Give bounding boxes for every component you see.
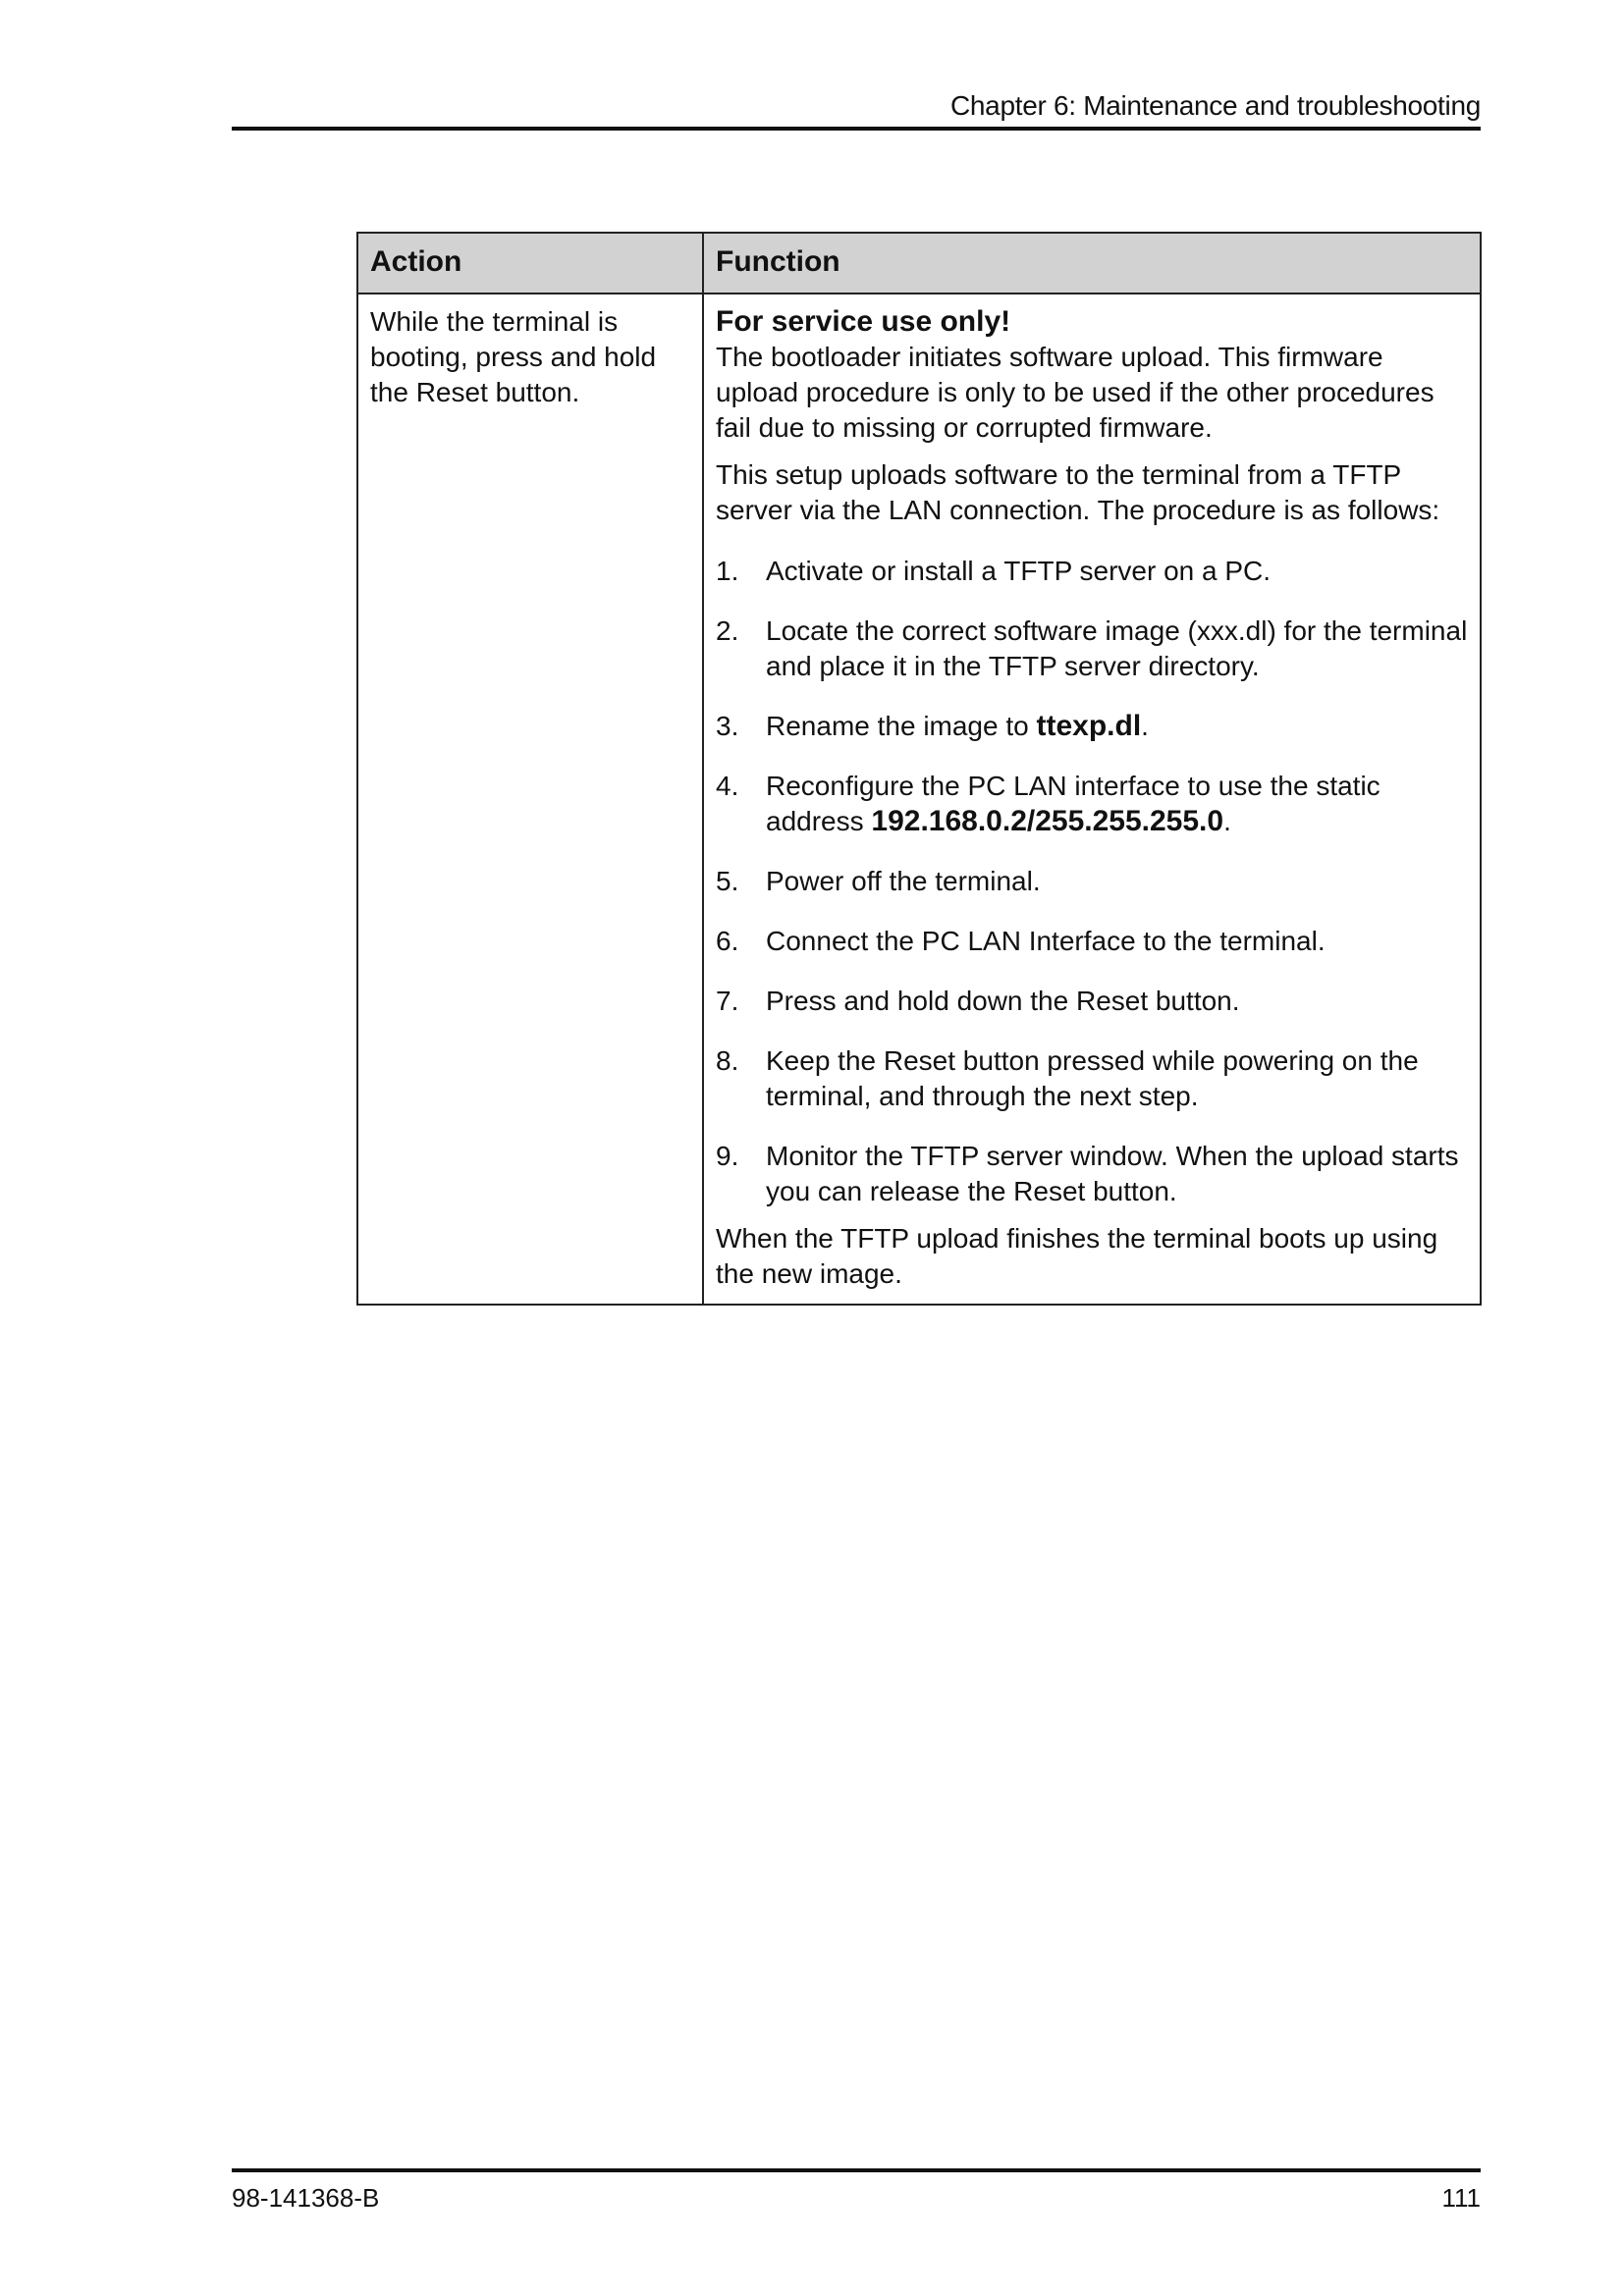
header-function: Function — [703, 233, 1481, 294]
page-number: 111 — [1441, 2183, 1481, 2213]
action-cell: While the terminal is booting, press and hold the Reset button. — [357, 294, 703, 1305]
step-number: 6. — [716, 926, 739, 956]
step-text-post: . — [1141, 711, 1149, 741]
step-item — [716, 554, 1468, 589]
step-item — [716, 984, 1468, 1019]
step-item — [716, 924, 1468, 959]
footer-rule — [232, 2168, 1481, 2172]
closing-paragraph: When the TFTP upload finishes the terminal boots up using the new image. — [716, 1223, 1438, 1289]
steps-list — [716, 554, 1468, 1209]
step-text: Press and hold down the Reset button. — [766, 986, 1240, 1016]
step-text: Keep the Reset button pressed while powering on the terminal, and through the next step. — [766, 1045, 1419, 1111]
step-number: 3. — [716, 711, 739, 741]
step-item — [716, 769, 1468, 839]
step-number: 2. — [716, 615, 739, 646]
step-text-pre: Rename the image to — [766, 711, 1037, 741]
step-item — [716, 709, 1468, 744]
procedure-table — [356, 232, 1482, 1306]
step-number: 1. — [716, 556, 739, 586]
step-number: 5. — [716, 866, 739, 896]
step-text-post: . — [1223, 806, 1231, 836]
function-cell — [703, 294, 1481, 1305]
step-text — [766, 709, 1468, 744]
step-item — [716, 614, 1468, 684]
step-text: Monitor the TFTP server window. When the upload starts you can release the Reset button. — [766, 1141, 1459, 1206]
step-number: 9. — [716, 1141, 739, 1171]
header-rule — [232, 127, 1481, 131]
intro-paragraph: The bootloader initiates software upload. This firmware upload procedure is only to be used if the other procedures fail due to missing or corrupted firmware. — [716, 342, 1435, 443]
table-header-row — [357, 233, 1481, 294]
document-number: 98-141368-B — [232, 2183, 380, 2213]
step-number: 8. — [716, 1045, 739, 1076]
service-title: For service use only! — [716, 305, 1011, 338]
step-text: Activate or install a TFTP server on a PC. — [766, 556, 1272, 586]
setup-paragraph: This setup uploads software to the terminal from a TFTP server via the LAN connection. The procedure is as follows: — [716, 459, 1440, 525]
step-item — [716, 1043, 1468, 1114]
step-text-pre: Reconfigure the PC LAN interface to use the static address — [766, 771, 1380, 836]
step-item — [716, 1139, 1468, 1209]
step-text: Power off the terminal. — [766, 866, 1041, 896]
filename-highlight: ttexp.dl — [1036, 710, 1142, 742]
step-number: 7. — [716, 986, 739, 1016]
step-number: 4. — [716, 771, 739, 801]
header-action: Action — [357, 233, 703, 294]
chapter-header: Chapter 6: Maintenance and troubleshooting — [949, 90, 1481, 121]
step-text — [766, 769, 1468, 839]
step-text: Connect the PC LAN Interface to the terminal. — [766, 926, 1326, 956]
ip-address-highlight: 192.168.0.2/255.255.255.0 — [871, 805, 1224, 837]
table-row — [357, 294, 1481, 1305]
step-text: Locate the correct software image (xxx.dl) for the terminal and place it in the TFTP server directory. — [766, 615, 1468, 681]
step-item — [716, 864, 1468, 899]
